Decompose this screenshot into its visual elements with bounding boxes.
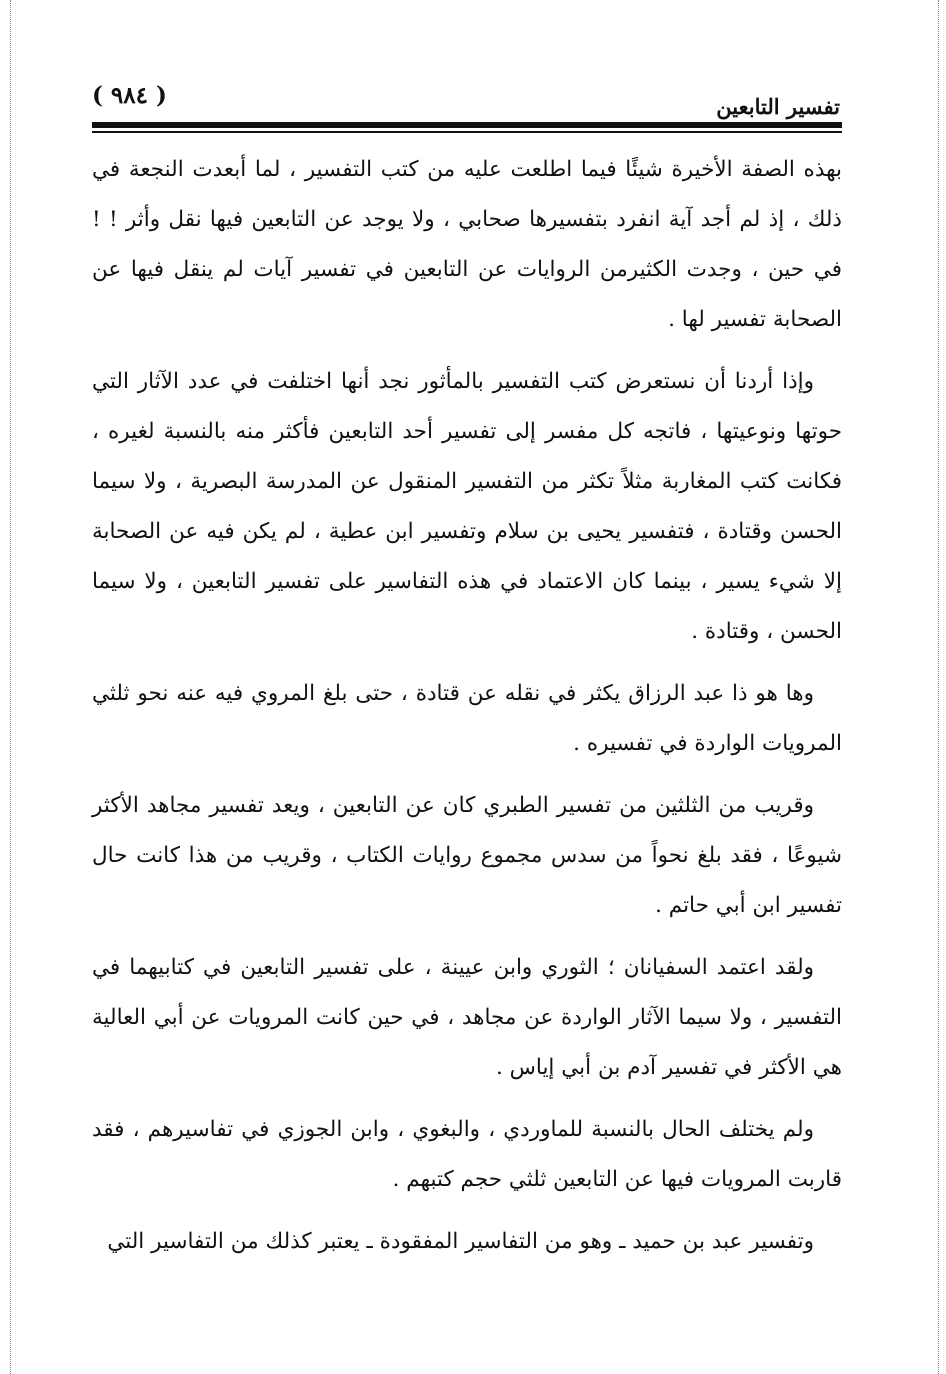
header-rule-thick <box>92 122 842 128</box>
paragraph-3: وها هو ذا عبد الرزاق يكثر في نقله عن قتادة ، حتى بلغ المروي فيه عنه نحو ثلثي المرويات الواردة في تفسيره . <box>92 681 842 756</box>
page-number: ( ٩٨٤ ) <box>92 82 167 109</box>
paragraph-5: ولقد اعتمد السفيانان ؛ الثوري وابن عيينة ، على تفسير التابعين في كتابيهما في التفسير ، ولا سيما الآثار الواردة عن مجاهد ، في حين كانت المرويات عن أبي العالية هي الأكثر في تفسير آدم بن أبي إياس . <box>92 955 842 1080</box>
body-text <box>92 145 842 1267</box>
paragraph-6: ولم يختلف الحال بالنسبة للماوردي ، والبغوي ، وابن الجوزي في تفاسيرهم ، فقد قاربت المرويات فيها عن التابعين ثلثي حجم كتبهم . <box>92 1117 842 1192</box>
running-title: تفسير التابعين <box>716 94 840 119</box>
header-rule-thin <box>92 131 842 133</box>
right-margin-dotted-line <box>938 0 939 1374</box>
page-header <box>92 82 842 122</box>
left-margin-dotted-line <box>10 0 11 1374</box>
paragraph-4: وقريب من الثلثين من تفسير الطبري كان عن التابعين ، ويعد تفسير مجاهد الأكثر شيوعًا ، فقد بلغ نحواً من سدس مجموع روايات الكتاب ، وقريب من هذا كانت حال تفسير ابن أبي حاتم . <box>92 793 842 918</box>
paragraph-1: بهذه الصفة الأخيرة شيئًا فيما اطلعت عليه من كتب التفسير ، لما أبعدت النجعة في ذلك ، إذ لم أجد آية انفرد بتفسيرها صحابي ، ولا يوجد عن التابعين فيها نقل وأثر ! ! في حين ، وجدت الكثيرمن الروايات عن التابعين في تفسير آيات لم ينقل فيها عن الصحابة تفسير لها . <box>92 157 842 332</box>
paragraph-2: وإذا أردنا أن نستعرض كتب التفسير بالمأثور نجد أنها اختلفت في عدد الآثار التي حوتها ونوعيتها ، فاتجه كل مفسر إلى تفسير أحد التابعين فأكثر منه بالنسبة لغيره ، فكانت كتب المغاربة مثلاً تكثر من التفسير المنقول عن المدرسة البصرية ، ولا سيما الحسن وقتادة ، فتفسير يحيى بن سلام وتفسير ابن عطية ، لم يكن فيه عن الصحابة إلا شيء يسير ، بينما كان الاعتماد في هذه التفاسير على تفسير التابعين ، ولا سيما الحسن ، وقتادة . <box>92 369 842 644</box>
paragraph-7: وتفسير عبد بن حميد ـ وهو من التفاسير المفقودة ـ يعتبر كذلك من التفاسير التي <box>107 1229 814 1254</box>
